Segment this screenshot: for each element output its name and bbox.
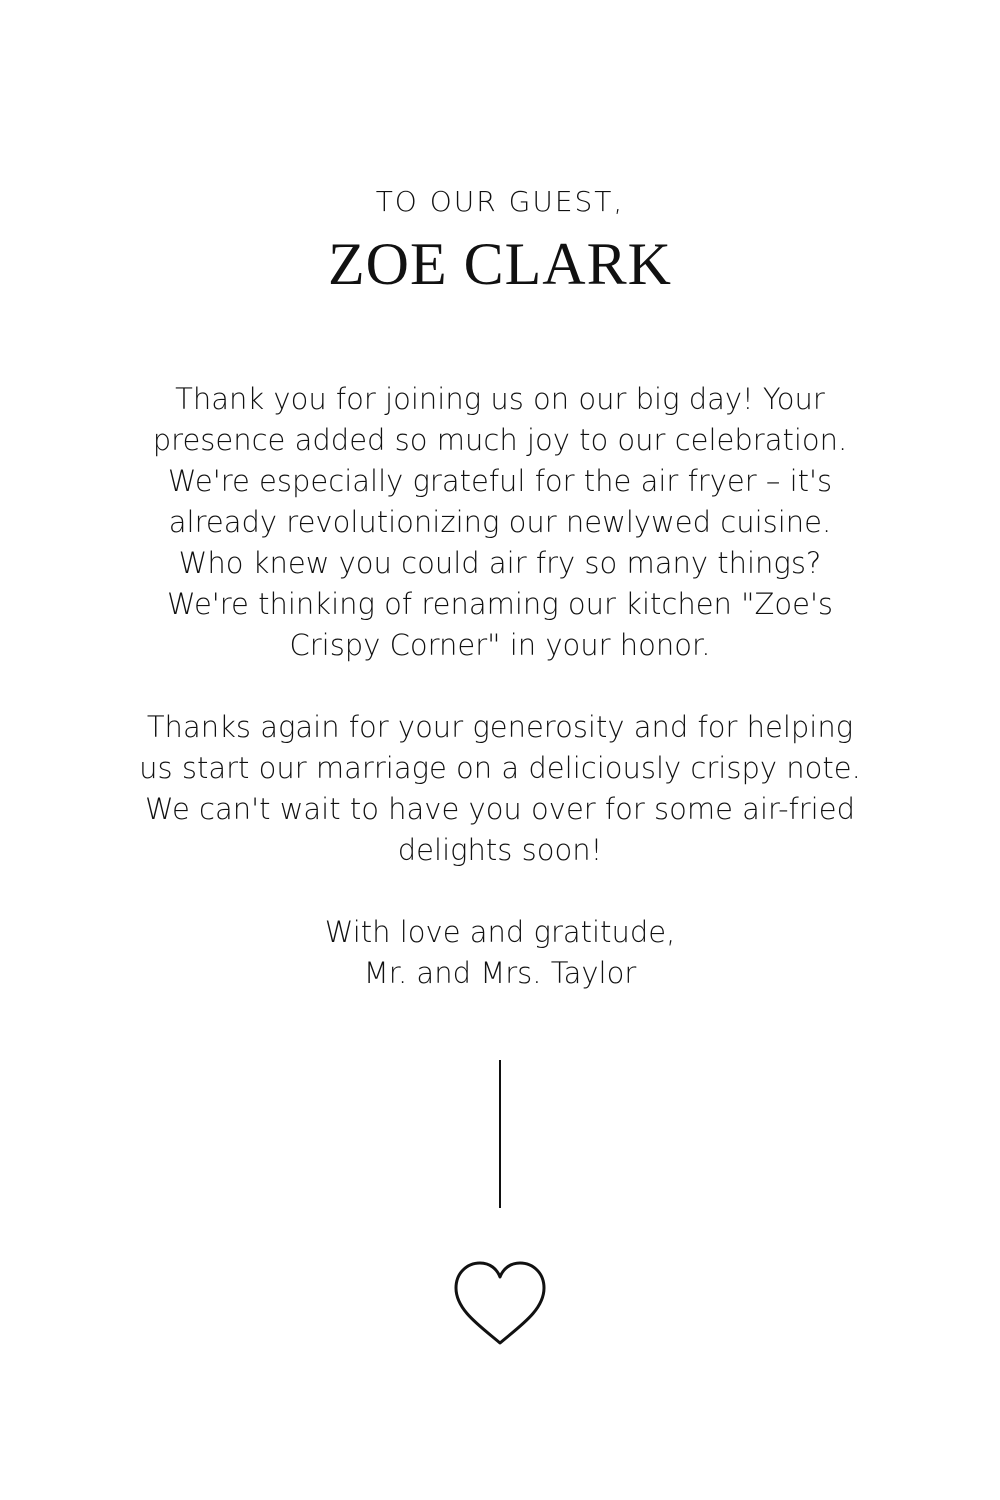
greeting-line: TO OUR GUEST, [375,185,625,218]
closing [0,912,1000,994]
heart-outline-icon [450,1258,550,1348]
message-paragraph-2: Thanks again for your generosity and for helping us start our marriage on a deliciously crispy note. We can't wait to have you over for some air-fried delights soon! [139,710,861,867]
signature: Mr. and Mrs. Taylor [363,956,637,990]
message-paragraph-1: Thank you for joining us on our big day! Your presence added so much joy to our celebration. We're especially grateful for the air fryer – it's already revolutionizing our newlywed cuisine. Who knew you could air fry so many things? We're thinking of renaming our kitchen "Zoe's Crispy Corner" in your honor. [152,382,848,662]
guest-name: ZOE CLARK [328,231,672,297]
sign-off: With love and gratitude, [324,915,676,949]
vertical-divider [499,1060,501,1208]
